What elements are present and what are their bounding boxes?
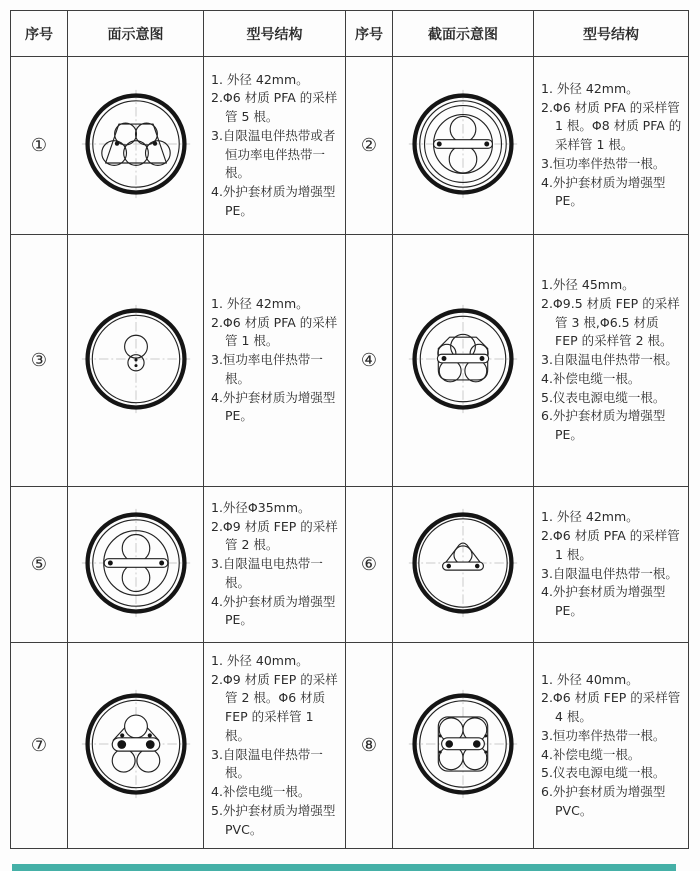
diagram-cell-6 <box>393 487 534 643</box>
spec-line: 1. 外径 40mm。 <box>541 671 639 687</box>
diagram-cell-1 <box>68 57 204 235</box>
table-row <box>11 643 689 849</box>
spec-line: 5.外护套材质为增强型 PVC。 <box>211 802 336 837</box>
spec-cell-1 <box>204 57 346 235</box>
spec-line: 2.Φ6 材质 PFA 的采样管 1 根。 <box>541 528 680 562</box>
diagram-8-four-tubes-cables-icon <box>406 687 520 801</box>
serial-number-4: ④ <box>346 235 393 487</box>
spec-line: 4.补偿电缆一根。 <box>211 784 311 799</box>
diagram-cell-5 <box>68 487 204 643</box>
spec-line: 4.补偿电缆一根。 <box>541 746 641 762</box>
diagram-2-two-tubes-heatband-icon <box>406 87 520 201</box>
spec-line: 3.恒功率电伴热带一根。 <box>211 352 323 386</box>
spec-line: 2.Φ6 材质 PFA 的采样管 5 根。 <box>211 90 338 124</box>
spec-line: 1.外径 45mm。 <box>541 277 635 293</box>
spec-cell-3 <box>204 235 346 487</box>
diagram-cell-7 <box>68 643 204 849</box>
spec-line: 1. 外径 42mm。 <box>541 509 639 525</box>
spec-line: 3.自限温电伴热带一根。 <box>211 746 323 781</box>
spec-line: 2.Φ9.5 材质 FEP 的采样管 3 根,Φ6.5 材质 FEP 的采样管 2 根。 <box>541 295 680 349</box>
spec-line: 1. 外径 42mm。 <box>211 71 309 87</box>
diagram-cell-4 <box>393 235 534 487</box>
spec-line: 6.外护套材质为增强型 PE。 <box>541 408 666 443</box>
spec-cell-6 <box>534 487 689 643</box>
spec-line: 2.Φ6 材质 PFA 的采样管 1 根。Φ8 材质 PFA 的采样管 1 根。 <box>541 99 682 153</box>
header-face-diagram: 面示意图 <box>68 11 204 57</box>
table-row <box>11 235 689 487</box>
spec-line: 3.自限温电伴热带一根。 <box>541 565 678 581</box>
spec-line: 3.自限温电电热带一根。 <box>211 556 323 590</box>
header-serial-left: 序号 <box>11 11 68 57</box>
header-cross-section-diagram: 截面示意图 <box>393 11 534 57</box>
header-serial-right: 序号 <box>346 11 393 57</box>
serial-number-3: ③ <box>11 235 68 487</box>
spec-line: 2.Φ9 材质 FEP 的采样管 2 根。Φ6 材质 FEP 的采样管 1 根。 <box>211 671 338 743</box>
cable-spec-table <box>10 10 689 849</box>
diagram-3-one-tube-heatband-icon <box>79 302 193 416</box>
spec-line: 2.Φ6 材质 PFA 的采样管 1 根。 <box>211 314 338 349</box>
header-model-structure-right: 型号结构 <box>534 11 689 57</box>
spec-line: 3.自限温电伴热带或者恒功率电伴热带一根。 <box>211 127 336 181</box>
spec-line: 5.仪表电源电缆一根。 <box>541 389 666 405</box>
serial-number-7: ⑦ <box>11 643 68 849</box>
spec-cell-5 <box>204 487 346 643</box>
spec-line: 4.补偿电缆一根。 <box>541 370 641 386</box>
diagram-cell-2 <box>393 57 534 235</box>
diagram-7-three-tubes-cables-icon <box>79 687 193 801</box>
spec-line: 1. 外径 42mm。 <box>541 80 639 96</box>
serial-number-6: ⑥ <box>346 487 393 643</box>
diagram-1-five-tubes-heatband-icon <box>79 87 193 201</box>
diagram-4-five-tubes-cables-icon <box>406 302 520 416</box>
spec-line: 4.外护套材质为增强型 PE。 <box>541 584 666 618</box>
table-row <box>11 487 689 643</box>
spec-cell-7 <box>204 643 346 849</box>
table-row <box>11 57 689 235</box>
spec-line: 4.外护套材质为增强型 PE。 <box>211 593 336 628</box>
spec-line: 6.外护套材质为增强型 PVC。 <box>541 784 666 818</box>
serial-number-8: ⑧ <box>346 643 393 849</box>
spec-line: 3.自限温电伴热带一根。 <box>541 352 678 368</box>
serial-number-1: ① <box>11 57 68 235</box>
spec-line: 1. 外径 40mm。 <box>211 652 309 668</box>
spec-line: 3.恒功率伴热带一根。 <box>541 155 666 171</box>
spec-line: 4.外护套材质为增强型 PE。 <box>211 389 336 424</box>
spec-cell-8 <box>534 643 689 849</box>
diagram-cell-3 <box>68 235 204 487</box>
header-row <box>11 11 689 57</box>
bottom-page-edge <box>12 864 676 871</box>
header-model-structure-left: 型号结构 <box>204 11 346 57</box>
diagram-6-one-tube-triangle-icon <box>406 506 520 620</box>
spec-line: 5.仪表电源电缆一根。 <box>541 765 666 781</box>
spec-line: 2.Φ9 材质 FEP 的采样管 2 根。 <box>211 518 338 553</box>
spec-line: 2.Φ6 材质 FEP 的采样管 4 根。 <box>541 690 681 724</box>
spec-line: 1.外径Φ35mm。 <box>211 499 311 515</box>
spec-line: 3.恒功率伴热带一根。 <box>541 727 666 743</box>
spec-line: 4.外护套材质为增强型 PE。 <box>211 184 336 218</box>
spec-cell-4 <box>534 235 689 487</box>
spec-line: 1. 外径 42mm。 <box>211 295 309 311</box>
diagram-5-two-tubes-heatband-icon <box>79 506 193 620</box>
diagram-cell-8 <box>393 643 534 849</box>
spec-line: 4.外护套材质为增强型 PE。 <box>541 174 666 209</box>
serial-number-5: ⑤ <box>11 487 68 643</box>
serial-number-2: ② <box>346 57 393 235</box>
spec-cell-2 <box>534 57 689 235</box>
